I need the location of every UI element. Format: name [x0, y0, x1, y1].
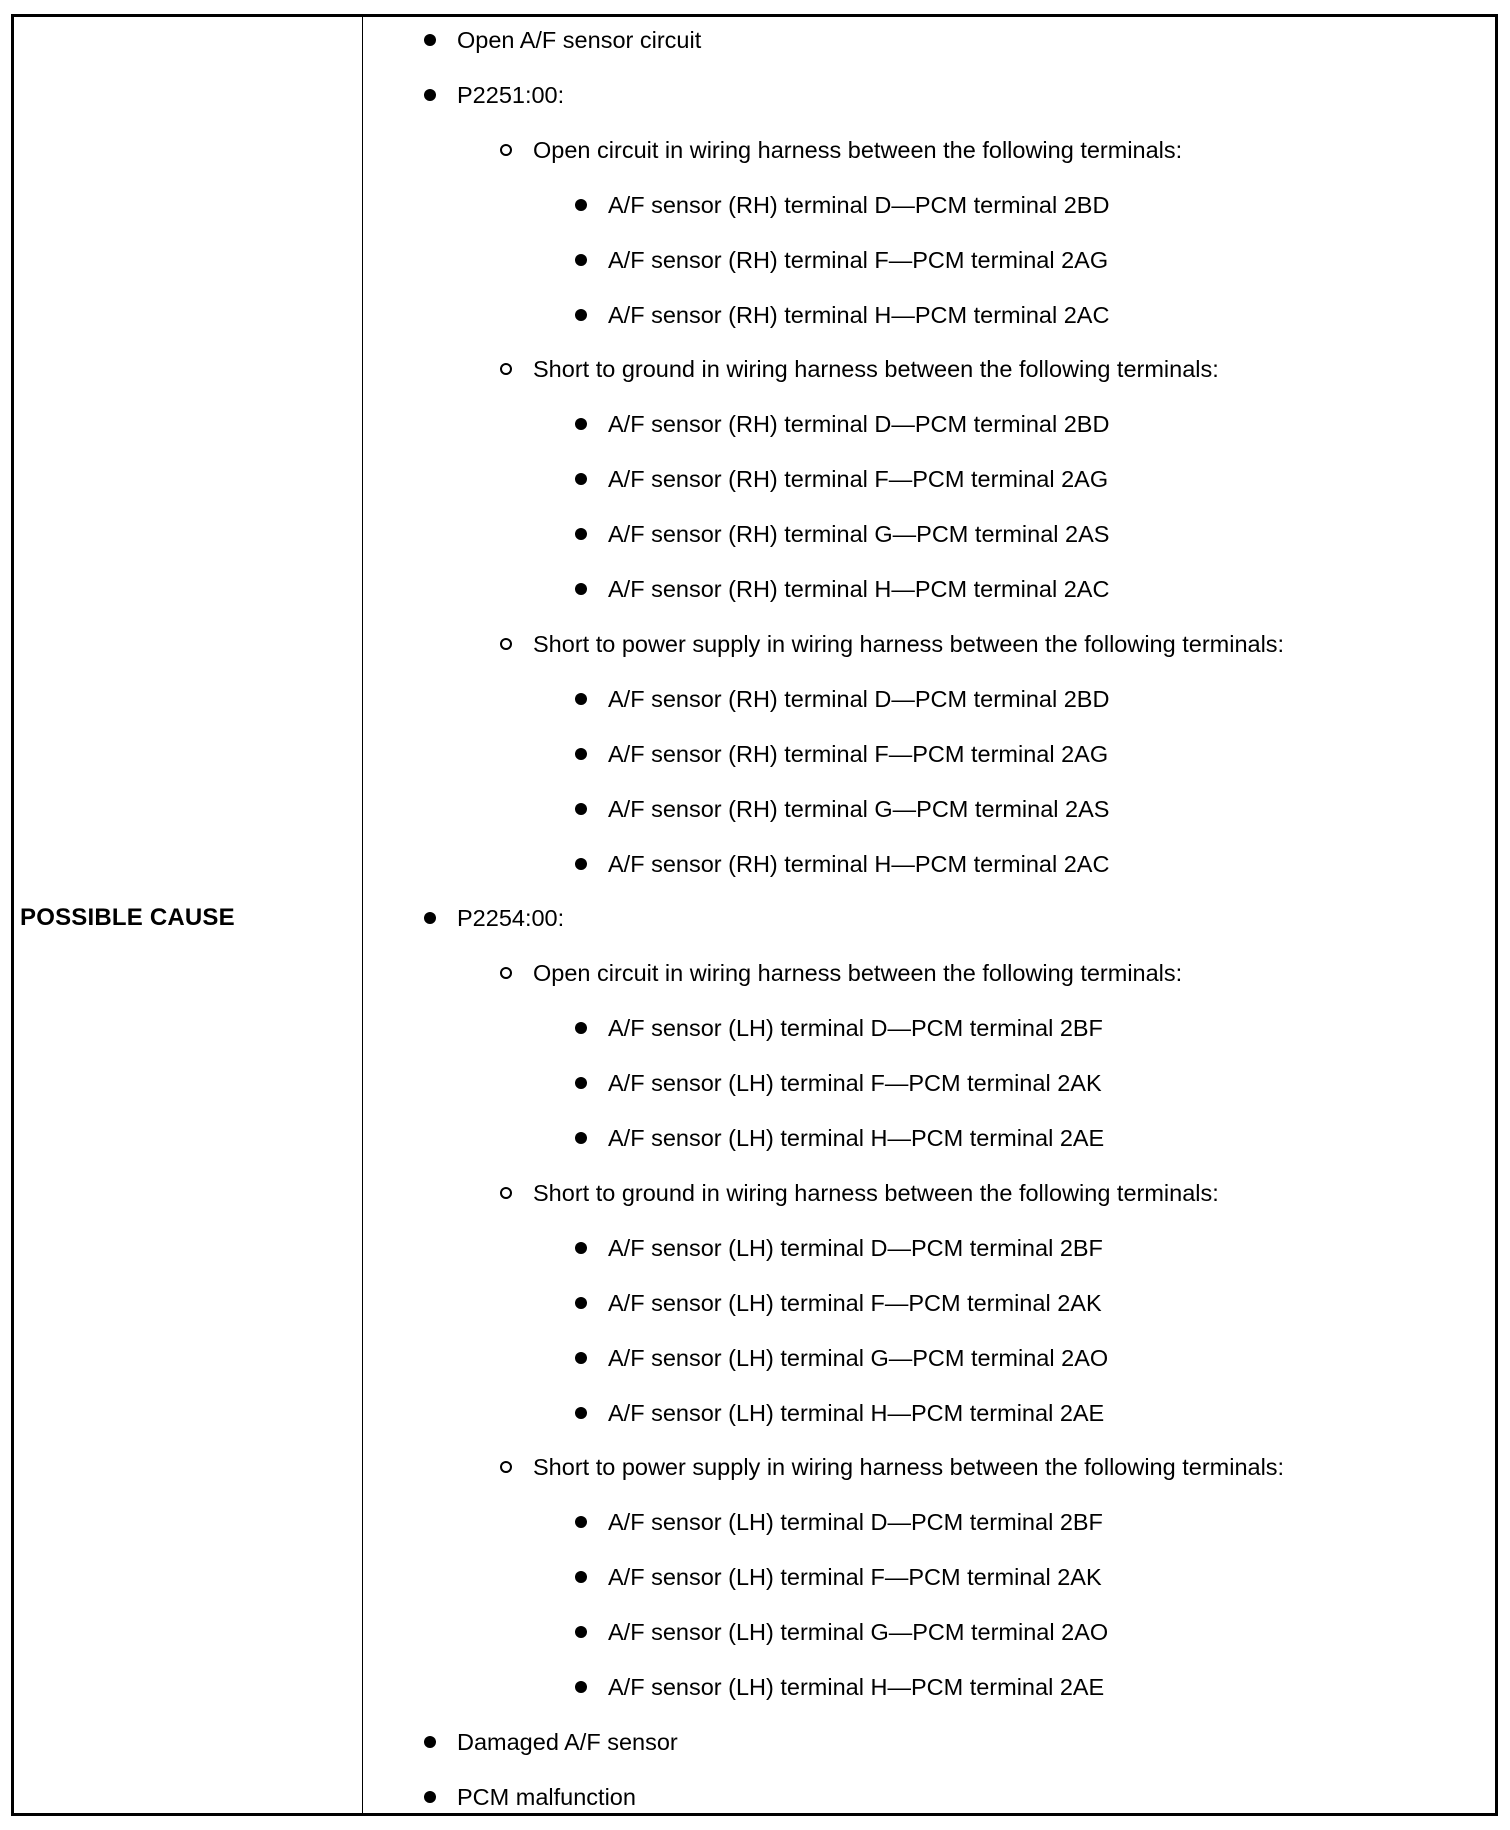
filled-bullet-icon	[575, 1297, 587, 1309]
cause-item-text: A/F sensor (LH) terminal H—PCM terminal 2AE	[608, 1399, 1105, 1426]
cause-item-text: A/F sensor (RH) terminal F—PCM terminal 2AG	[608, 466, 1109, 493]
cause-item-text: PCM malfunction	[457, 1783, 636, 1810]
cause-item-text: A/F sensor (LH) terminal F—PCM terminal 2AK	[608, 1564, 1102, 1591]
cause-item-text: A/F sensor (LH) terminal D—PCM terminal 2BF	[608, 1509, 1103, 1536]
cause-item-level-2	[533, 624, 1284, 664]
filled-bullet-icon	[424, 912, 436, 924]
cause-item-text: Short to power supply in wiring harness between the following terminals:	[533, 630, 1285, 657]
filled-bullet-icon	[575, 583, 587, 595]
cause-item-level-3	[608, 459, 1108, 499]
filled-bullet-icon	[575, 1077, 587, 1089]
filled-bullet-icon	[424, 1791, 436, 1803]
cause-item-text: Open circuit in wiring harness between the following terminals:	[533, 960, 1183, 987]
cause-item-text: A/F sensor (RH) terminal D—PCM terminal 2BD	[608, 411, 1110, 438]
cause-item-level-3	[608, 1612, 1108, 1652]
cause-item-level-3	[608, 844, 1109, 884]
hollow-bullet-icon	[500, 144, 512, 156]
filled-bullet-icon	[575, 1352, 587, 1364]
filled-bullet-icon	[424, 34, 436, 46]
cause-item-level-3	[608, 1667, 1104, 1707]
cause-item-level-1	[457, 1722, 678, 1762]
cause-item-level-1	[457, 75, 564, 115]
filled-bullet-icon	[424, 89, 436, 101]
hollow-bullet-icon	[500, 967, 512, 979]
cause-item-text: A/F sensor (LH) terminal H—PCM terminal 2AE	[608, 1125, 1105, 1151]
cause-item-text: A/F sensor (RH) terminal H—PCM terminal 2AC	[608, 576, 1110, 602]
hollow-bullet-icon	[500, 638, 512, 650]
cause-item-level-3	[608, 569, 1109, 609]
cause-item-text: A/F sensor (RH) terminal H—PCM terminal 2AC	[608, 301, 1110, 328]
filled-bullet-icon	[575, 1516, 587, 1528]
possible-cause-list	[14, 17, 1495, 1813]
cause-item-level-3	[608, 514, 1109, 554]
filled-bullet-icon	[575, 199, 587, 211]
filled-bullet-icon	[575, 693, 587, 705]
cause-item-text: A/F sensor (LH) terminal G—PCM terminal 2AO	[608, 1619, 1109, 1646]
cause-item-level-3	[608, 1557, 1102, 1597]
cause-item-level-3	[608, 1338, 1108, 1378]
cause-item-level-3	[608, 789, 1109, 829]
row-label-possible-cause: POSSIBLE CAUSE	[20, 904, 235, 931]
cause-item-level-3	[608, 185, 1109, 225]
cause-item-level-1	[457, 20, 701, 60]
cause-item-level-2	[533, 1447, 1284, 1487]
cause-item-text: Damaged A/F sensor	[457, 1728, 678, 1755]
cause-item-text: A/F sensor (RH) terminal F—PCM terminal 2AG	[608, 246, 1109, 273]
cause-item-level-2	[533, 1173, 1219, 1213]
cause-item-text: P2254:00:	[457, 905, 565, 932]
filled-bullet-icon	[575, 748, 587, 760]
cause-item-level-3	[608, 240, 1108, 280]
cause-item-text: A/F sensor (LH) terminal F—PCM terminal 2AK	[608, 1070, 1102, 1097]
filled-bullet-icon	[575, 1571, 587, 1583]
filled-bullet-icon	[424, 1736, 436, 1748]
cause-item-level-3	[608, 1063, 1102, 1103]
filled-bullet-icon	[575, 858, 587, 870]
cause-item-text: Short to ground in wiring harness between the following terminals:	[533, 1179, 1219, 1206]
filled-bullet-icon	[575, 1022, 587, 1034]
cause-item-level-3	[608, 1008, 1103, 1048]
cause-item-text: A/F sensor (RH) terminal F—PCM terminal 2AG	[608, 740, 1109, 767]
cause-item-text: P2251:00:	[457, 81, 565, 108]
cause-item-level-3	[608, 1502, 1103, 1542]
cause-item-level-1	[457, 898, 564, 938]
filled-bullet-icon	[575, 528, 587, 540]
filled-bullet-icon	[575, 1407, 587, 1419]
filled-bullet-icon	[575, 803, 587, 815]
cause-item-text: Short to ground in wiring harness between the following terminals:	[533, 356, 1219, 383]
hollow-bullet-icon	[500, 1461, 512, 1473]
hollow-bullet-icon	[500, 363, 512, 375]
cause-item-text: A/F sensor (LH) terminal H—PCM terminal 2AE	[608, 1674, 1105, 1700]
cause-item-text: Open circuit in wiring harness between the following terminals:	[533, 136, 1183, 163]
cause-item-text: A/F sensor (LH) terminal D—PCM terminal 2BF	[608, 1015, 1103, 1042]
cause-item-level-3	[608, 1283, 1102, 1323]
cause-item-text: A/F sensor (LH) terminal D—PCM terminal 2BF	[608, 1234, 1103, 1261]
cause-item-text: A/F sensor (RH) terminal D—PCM terminal 2BD	[608, 191, 1110, 218]
cause-item-level-3	[608, 295, 1109, 335]
cause-item-level-2	[533, 349, 1219, 389]
cause-item-text: A/F sensor (RH) terminal H—PCM terminal 2AC	[608, 850, 1110, 877]
cause-item-level-2	[533, 953, 1182, 993]
cause-item-text: A/F sensor (RH) terminal G—PCM terminal 2AS	[608, 795, 1110, 822]
cause-item-text: A/F sensor (LH) terminal G—PCM terminal 2AO	[608, 1344, 1109, 1371]
cause-item-text: Open A/F sensor circuit	[457, 27, 702, 53]
cause-item-text: A/F sensor (RH) terminal G—PCM terminal 2AS	[608, 521, 1110, 548]
cause-item-level-3	[608, 734, 1108, 774]
cause-item-text: Short to power supply in wiring harness between the following terminals:	[533, 1454, 1285, 1481]
cause-item-level-2	[533, 130, 1182, 170]
filled-bullet-icon	[575, 309, 587, 321]
cause-item-level-3	[608, 1393, 1104, 1433]
filled-bullet-icon	[575, 1626, 587, 1638]
filled-bullet-icon	[575, 1132, 587, 1144]
cause-item-level-3	[608, 1228, 1103, 1268]
filled-bullet-icon	[575, 1242, 587, 1254]
cause-item-level-3	[608, 1118, 1104, 1158]
cause-item-text: A/F sensor (RH) terminal D—PCM terminal 2BD	[608, 685, 1110, 712]
filled-bullet-icon	[575, 418, 587, 430]
possible-cause-table	[11, 14, 1498, 1816]
filled-bullet-icon	[575, 254, 587, 266]
cause-item-text: A/F sensor (LH) terminal F—PCM terminal 2AK	[608, 1289, 1102, 1316]
filled-bullet-icon	[575, 1681, 587, 1693]
filled-bullet-icon	[575, 473, 587, 485]
cause-item-level-1	[457, 1777, 636, 1817]
cause-item-level-3	[608, 404, 1109, 444]
hollow-bullet-icon	[500, 1187, 512, 1199]
cause-item-level-3	[608, 679, 1109, 719]
